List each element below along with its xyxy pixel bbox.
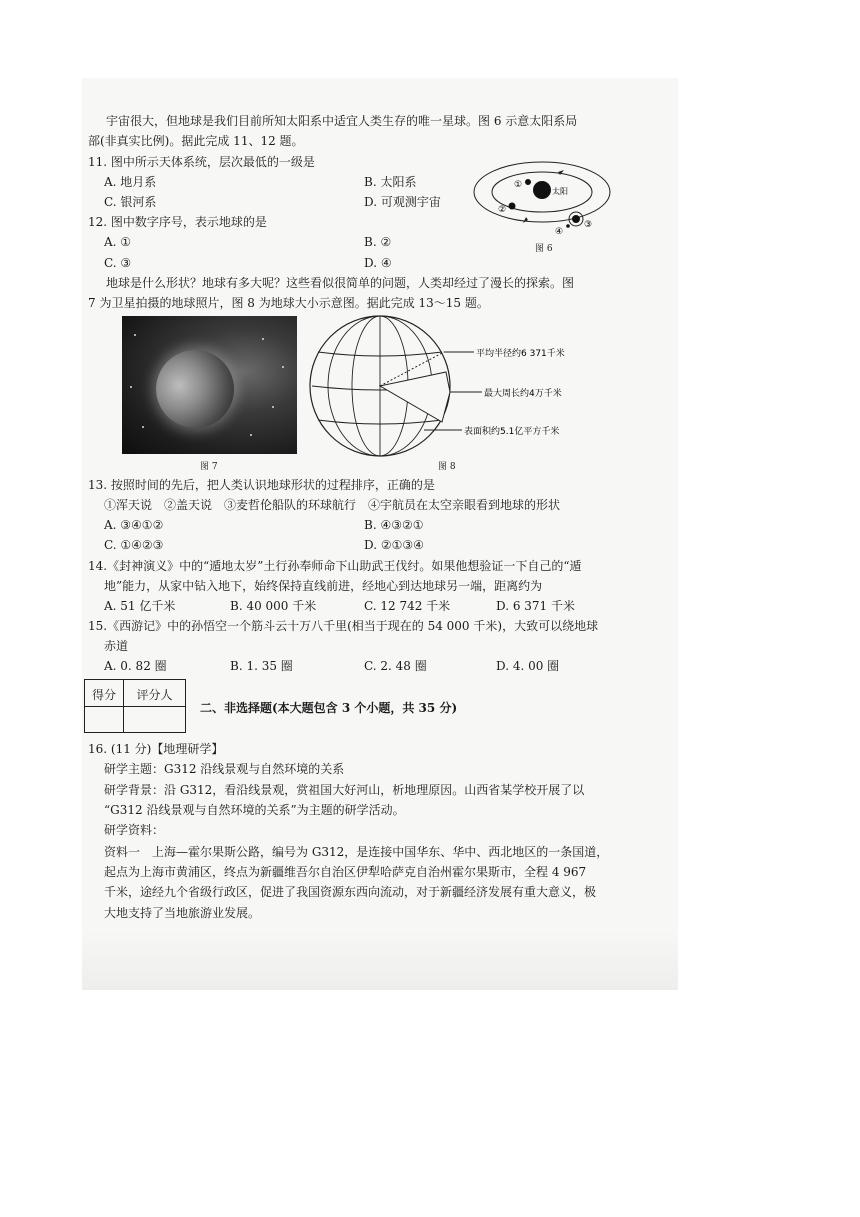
q15-option-c: C. 2. 48 圈 xyxy=(364,659,427,673)
star xyxy=(130,386,132,388)
q16-theme: 研学主题：G312 沿线景观与自然环境的关系 xyxy=(104,762,345,776)
q15-option-b: B. 1. 35 圈 xyxy=(230,659,293,673)
q14-option-c: C. 12 742 千米 xyxy=(364,599,451,613)
circumference-label: 最大周长约4万千米 xyxy=(484,389,562,399)
figure-8-globe-diagram xyxy=(304,312,594,462)
q15-line2: 赤道 xyxy=(104,639,129,653)
q15-option-d: D. 4. 00 圈 xyxy=(496,659,560,673)
body-2-icon xyxy=(509,203,516,210)
grader-header: 评分人 xyxy=(136,688,173,702)
label-1: ① xyxy=(514,180,523,190)
q13-items: ①浑天说 ②盖天说 ③麦哲伦船队的环球航行 ④宇航员在太空亲眼看到地球的形状 xyxy=(104,498,561,512)
q14-option-b: B. 40 000 千米 xyxy=(230,599,317,613)
radius-label: 平均半径约6 371千米 xyxy=(476,349,565,359)
q13-option-a: A. ③④①② xyxy=(104,518,164,532)
intro1-line1: 宇宙很大，但地球是我们目前所知太阳系中适宜人类生存的唯一星球。图 6 示意太阳系局 xyxy=(106,114,578,128)
q16-material-title: 研学资料： xyxy=(104,823,165,837)
star xyxy=(142,426,144,428)
q11-option-a: A. 地月系 xyxy=(104,175,157,189)
q16-background-line2: “G312 沿线景观与自然环境的关系”为主题的研学活动。 xyxy=(104,803,405,817)
q13-option-b: B. ④③②① xyxy=(364,518,424,532)
q12-stem: 12. 图中数字序号，表示地球的是 xyxy=(88,215,267,229)
sun-label: 太阳 xyxy=(552,187,568,196)
q15-line1: 15.《西游记》中的孙悟空一个筋斗云十万八千里(相当于现在的 54 000 千米)，大致可以绕地球 xyxy=(88,619,599,633)
q13-option-c: C. ①④②③ xyxy=(104,538,164,552)
figure-7-earth-photo xyxy=(122,316,297,454)
q11-option-c: C. 银河系 xyxy=(104,195,157,209)
body-4-icon xyxy=(566,224,570,228)
q13-option-d: D. ②①③④ xyxy=(364,538,424,552)
body-3-icon xyxy=(572,215,580,223)
q16-background-line1: 研学背景：沿 G312，看沿线景观，赏祖国大好河山，析地理原因。山西省某学校开展了以 xyxy=(104,783,585,797)
intro2-line1: 地球是什么形状？地球有多大呢？这些看似很简单的问题，人类却经过了漫长的探索。图 xyxy=(106,276,575,290)
surface-area-label: 表面积约5.1亿平方千米 xyxy=(464,427,560,437)
label-2: ② xyxy=(498,205,507,215)
q14-line1: 14.《封神演义》中的“遁地太岁”土行孙奉师命下山助武王伐纣。如果他想验证一下自己的“遁 xyxy=(88,559,582,573)
q15-option-a: A. 0. 82 圈 xyxy=(104,659,167,673)
q12-option-b: B. ② xyxy=(364,235,392,249)
figure-6-caption: 图 6 xyxy=(535,244,553,254)
star xyxy=(134,334,136,336)
section2-title: 二、非选择题(本大题包含 3 个小题，共 35 分) xyxy=(200,701,458,715)
intro1-line2: 部(非真实比例)。据此完成 11、12 题。 xyxy=(88,134,304,148)
q12-option-d: D. ④ xyxy=(364,256,392,270)
q14-option-a: A. 51 亿千米 xyxy=(104,599,176,613)
sheet-bottom-shade xyxy=(82,930,678,990)
label-4: ④ xyxy=(555,227,564,237)
q12-option-c: C. ③ xyxy=(104,256,132,270)
star xyxy=(250,434,252,436)
figure-7-caption: 图 7 xyxy=(200,462,218,472)
q12-option-a: A. ① xyxy=(104,235,132,249)
sun-icon xyxy=(533,181,551,199)
star xyxy=(262,338,264,340)
q16-material1-line4: 大地支持了当地旅游业发展。 xyxy=(104,906,261,920)
star xyxy=(282,366,284,368)
q11-option-b: B. 太阳系 xyxy=(364,175,417,189)
star xyxy=(272,406,274,408)
figure-8-caption: 图 8 xyxy=(438,462,456,472)
figure-6-solar-system xyxy=(470,156,620,256)
intro2-line2: 7 为卫星拍摄的地球照片，图 8 为地球大小示意图。据此完成 13～15 题。 xyxy=(88,296,489,310)
body-1-icon xyxy=(525,179,531,185)
q16-material1-line2: 起点为上海市黄浦区，终点为新疆维吾尔自治区伊犁哈萨克自治州霍尔果斯市，全程 4 967 xyxy=(104,865,587,879)
score-header: 得分 xyxy=(91,688,116,702)
q11-option-d: D. 可观测宇宙 xyxy=(364,195,441,209)
q16-material1-line1: 资料一 上海—霍尔果斯公路，编号为 G312，是连接中国华东、华中、西北地区的一条国道， xyxy=(104,845,609,859)
q14-line2: 地”能力，从家中钻入地下，始终保持直线前进，经地心到达地球另一端，距离约为 xyxy=(104,579,543,593)
q16-stem: 16. (11 分)【地理研学】 xyxy=(88,742,224,756)
earth-image xyxy=(156,350,234,428)
score-table xyxy=(84,679,186,733)
q16-material1-line3: 千米，途经九个省级行政区，促进了我国资源东西向流动，对于新疆经济发展有重大意义，极 xyxy=(104,885,597,899)
q11-stem: 11. 图中所示天体系统，层次最低的一级是 xyxy=(88,155,315,169)
q13-stem: 13. 按照时间的先后，把人类认识地球形状的过程排序，正确的是 xyxy=(88,478,435,492)
label-3: ③ xyxy=(584,220,593,230)
q14-option-d: D. 6 371 千米 xyxy=(496,599,575,613)
